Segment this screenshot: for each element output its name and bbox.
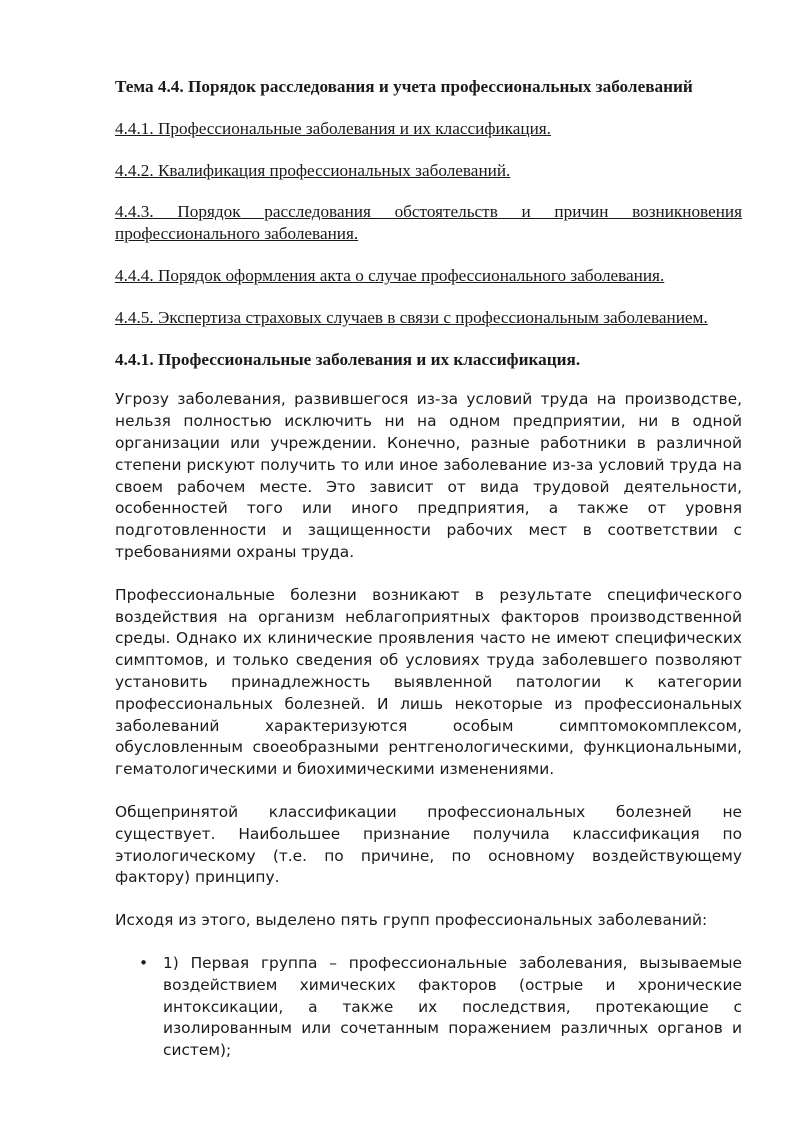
document-title: Тема 4.4. Порядок расследования и учета профессиональных заболеваний — [115, 77, 693, 96]
document-page — [115, 76, 742, 1062]
toc-item-4-4-5[interactable]: 4.4.5. Экспертиза страховых случаев в связи с профессиональным заболеванием. — [115, 307, 708, 327]
toc-item-4-4-4[interactable]: 4.4.4. Порядок оформления акта о случае профессионального заболевания. — [115, 265, 665, 285]
toc-item-4-4-2[interactable]: 4.4.2. Квалификация профессиональных заболеваний. — [115, 160, 511, 180]
list-item — [115, 953, 742, 1062]
toc-item-4-4-3[interactable]: 4.4.3. Порядок расследования обстоятельств и причин возникновения профессионального заболевания. — [115, 202, 742, 244]
table-of-contents — [115, 118, 742, 329]
paragraph: Исходя из этого, выделено пять групп профессиональных заболеваний: — [115, 911, 708, 930]
list-item-text: 1) Первая группа – профессиональные заболевания, вызываемые воздействием химических факторов (острые и хронические интоксикации, а также их последствия, протекающие с изолированным или сочетанным поражением различных органов и систем); — [163, 953, 742, 1060]
toc-item-4-4-1[interactable]: 4.4.1. Профессиональные заболевания и их классификация. — [115, 118, 551, 138]
paragraph: Угрозу заболевания, развившегося из-за условий труда на производстве, нельзя полностью исключить ни на одном предприятии, ни в одной организации или учреждении. Конечно, разные работники в различной степени рискуют получить то или иное заболевание из-за условий труда на своем рабочем месте. Это зависит от вида трудовой деятельности, особенностей того или иного предприятия, а также от уровня подготовленности и защищенности рабочих мест в соответствии с требованиями охраны труда. — [115, 390, 742, 561]
bullet-icon: • — [139, 953, 149, 972]
paragraph: Общепринятой классификации профессиональных болезней не существует. Наибольшее признание получила классификация по этиологическому (т.е. по причине, по основному воздействующему фактору) принципу. — [115, 802, 742, 887]
bullet-list — [115, 953, 742, 1062]
section-body — [115, 389, 742, 1062]
paragraph: Профессиональные болезни возникают в результате специфического воздействия на организм неблагоприятных факторов производственной среды. Однако их клинические проявления часто не имеют специфических симптомов, и только сведения об условиях труда заболевшего позволяют установить принадлежность выявленной патологии к категории профессиональных болезней. И лишь некоторые из профессиональных заболеваний характеризуются особым симптомокомплексом, обусловленным своеобразными рентгенологическими, функциональными, гематологическими и биохимическими изменениями. — [115, 585, 742, 779]
section-heading: 4.4.1. Профессиональные заболевания и их классификация. — [115, 349, 581, 369]
